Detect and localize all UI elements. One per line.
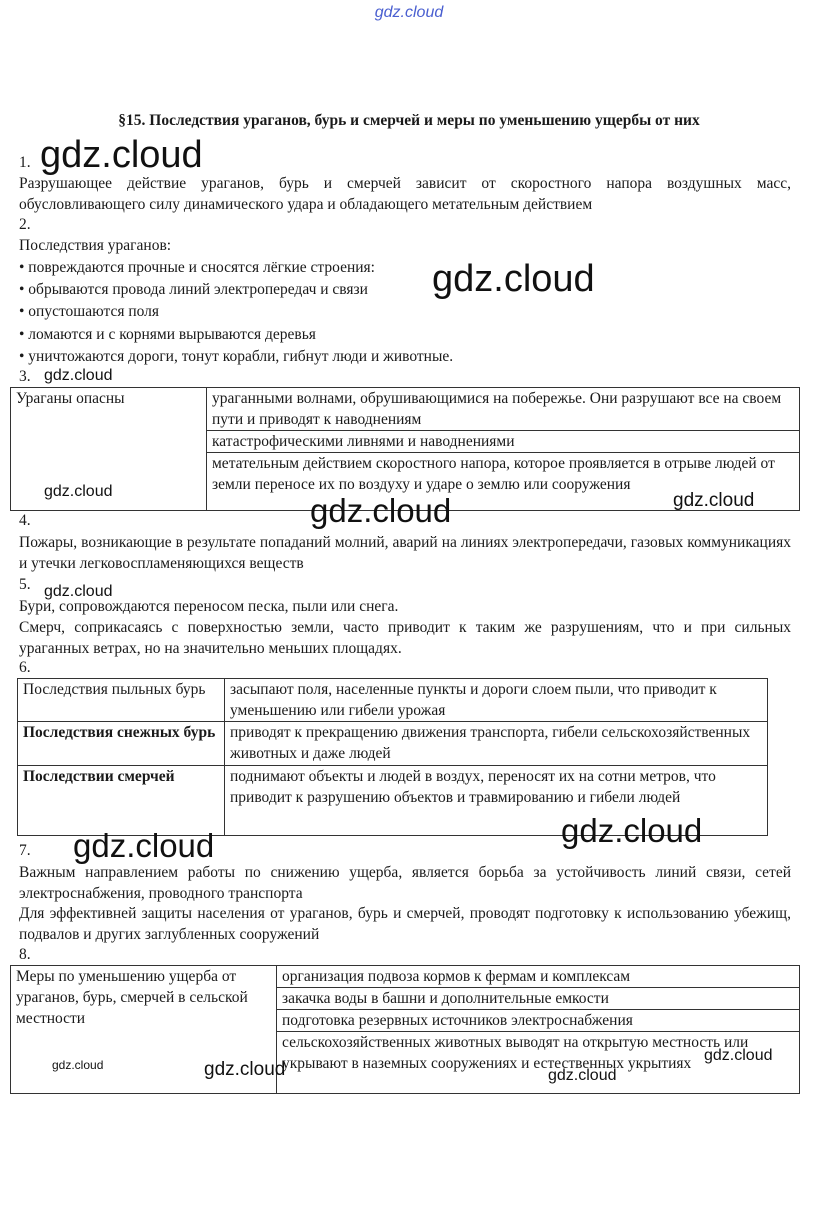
question-1-number: 1. <box>19 154 31 171</box>
watermark-text: gdz.cloud <box>40 134 203 176</box>
question-7-text-2: Для эффективней защиты населения от ураганов, бурь и смерчей, проводят подготовку к использованию убежищ, подвалов и других заглубленных сооружений <box>19 905 791 943</box>
question-5-number: 5. <box>19 576 31 593</box>
question-3-number: 3. <box>19 368 31 385</box>
table-header-cell: Ураганы опасны <box>11 388 207 511</box>
page-title: §15. Последствия ураганов, бурь и смерчей и меры по уменьшению ущербы от них <box>118 112 700 129</box>
question-5-line-1: Бури, сопровождаются переносом песка, пыли или снега. <box>19 598 399 615</box>
watermark-text: gdz.cloud <box>44 367 113 384</box>
table-cell: катастрофическими ливнями и наводнениями <box>207 431 800 453</box>
question-5-line-2: Смерч, соприкасаясь с поверхностью земли, часто приводит к таким же разрушениям, что и при сильных ураганных ветрах, но на значительно меньших площадях. <box>19 619 791 657</box>
table-cell: подготовка резервных источников электроснабжения <box>277 1010 800 1032</box>
watermark-text: gdz.cloud <box>44 483 113 500</box>
question-2-number: 2. <box>19 216 31 233</box>
watermark-text: gdz.cloud <box>432 258 595 300</box>
bullet-item: • опустошаются поля <box>19 303 160 320</box>
watermark-text: gdz.cloud <box>704 1047 773 1064</box>
question-4-number: 4. <box>19 512 31 529</box>
question-2-intro: Последствия ураганов: <box>19 237 172 254</box>
watermark-text: gdz.cloud <box>73 827 215 864</box>
watermark-text: gdz.cloud <box>204 1059 286 1080</box>
question-7-number: 7. <box>19 842 31 859</box>
question-7-text-1: Важным направлением работы по снижению ущерба, является борьба за устойчивость линий связи, сетей электроснабжения, проводного транспорта <box>19 864 791 902</box>
watermark-text: gdz.cloud <box>673 490 755 511</box>
bullet-item: • обрываются провода линий электропередач и связи <box>19 281 368 298</box>
bullet-item: • уничтожаются дороги, тонут корабли, гибнут люди и животные. <box>19 348 454 365</box>
watermark-text: gdz.cloud <box>548 1067 617 1084</box>
question-6-number: 6. <box>19 659 31 676</box>
table-cell: засыпают поля, населенные пункты и дороги слоем пыли, что приводит к уменьшению или гибели урожая <box>225 679 768 722</box>
bullet-item: • ломаются и с корнями вырываются деревья <box>19 326 316 343</box>
bullet-item: • повреждаются прочные и сносятся лёгкие строения: <box>19 259 375 276</box>
question-8-number: 8. <box>19 946 31 963</box>
rural-measures-table <box>10 965 800 1094</box>
table-cell: сельскохозяйственных животных выводят на открытую местность или укрывают в наземных сооружениях и естественных укрытиях <box>277 1032 800 1094</box>
top-watermark: gdz.cloud <box>374 4 444 21</box>
watermark-text: gdz.cloud <box>44 583 113 600</box>
table-label-cell: Последствия пыльных бурь <box>18 679 225 722</box>
table-cell: поднимают объекты и людей в воздух, переносят их на сотни метров, что приводит к разрушению объектов и травмированию и гибели людей <box>225 766 768 836</box>
table-cell: метательным действием скоростного напора, которое проявляется в отрыве людей от земли переносе их по воздуху и ударе о землю или сооружения <box>207 453 800 511</box>
question-4-text: Пожары, возникающие в результате попаданий молний, аварий на линиях электропередачи, газовых коммуникациях и утечки легковоспламеняющихся веществ <box>19 534 791 572</box>
watermark-text: gdz.cloud <box>310 492 452 529</box>
watermark-text: gdz.cloud <box>52 1058 104 1072</box>
table-cell: ураганными волнами, обрушивающимися на побережье. Они разрушают все на своем пути и приводят к наводнениям <box>207 388 800 431</box>
table-header-cell: Меры по уменьшению ущерба от ураганов, бурь, смерчей в сельской местности <box>11 966 277 1094</box>
table-label-cell: Последствии смерчей <box>18 766 225 836</box>
table-cell: закачка воды в башни и дополнительные емкости <box>277 988 800 1010</box>
question-1-text: Разрушающее действие ураганов, бурь и смерчей зависит от скоростного напора воздушных масс, обусловливающего силу динамического удара и обладающего метательным действием <box>19 175 791 213</box>
table-label-cell: Последствия снежных бурь <box>18 722 225 766</box>
table-cell: организация подвоза кормов к фермам и комплексам <box>277 966 800 988</box>
table-cell: приводят к прекращению движения транспорта, гибели сельскохозяйственных животных и даже людей <box>225 722 768 766</box>
watermark-text: gdz.cloud <box>561 812 703 849</box>
